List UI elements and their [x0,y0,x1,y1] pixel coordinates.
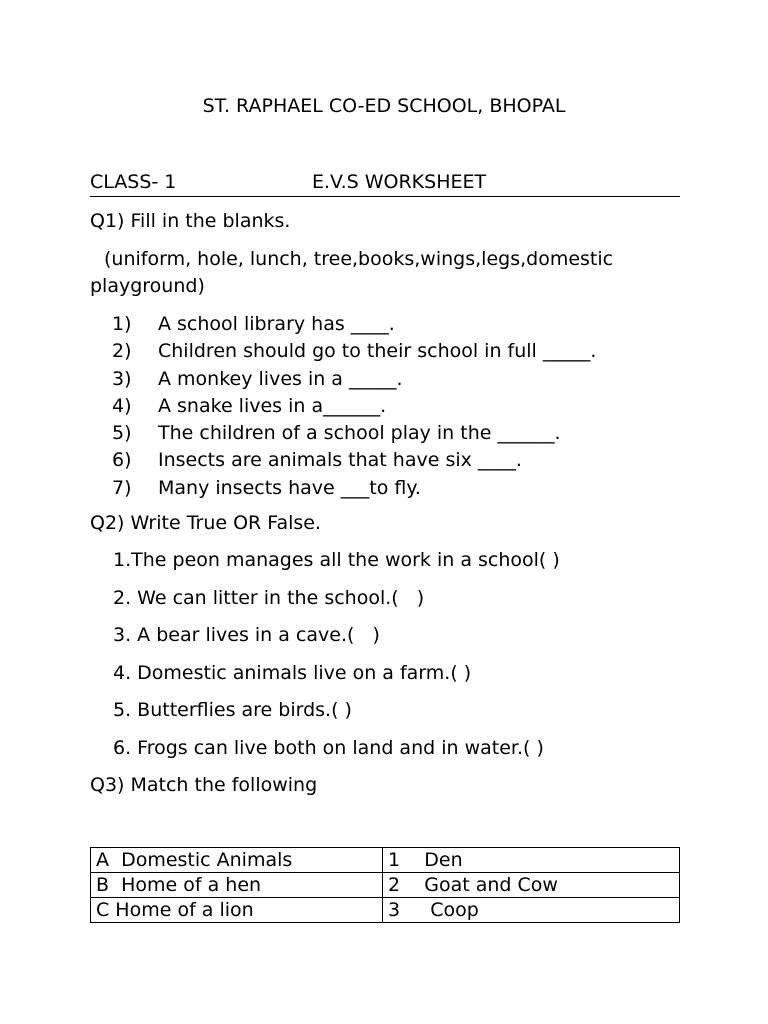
list-item: 3. A bear lives in a cave.( ) [113,624,380,646]
match-table [90,847,680,923]
match-right-cell: 3 Coop [383,898,680,923]
item-text: A school library has ____. [158,313,395,335]
list-item [112,393,596,420]
list-item: 4. Domestic animals live on a farm.( ) [113,661,472,684]
table-row [91,848,680,873]
item-text: A snake lives in a______. [158,394,387,417]
list-item: 6. Frogs can live both on land and in water.( ) [113,736,544,759]
table-row [91,873,680,898]
item-number: 7) [112,476,132,499]
list-item [112,475,596,502]
list-item [112,311,596,338]
item-text: Children should go to their school in full _____. [158,340,597,363]
class-label: CLASS- 1 [90,171,177,193]
item-text: Many insects have ___to fly. [158,476,421,499]
q2-heading: Q2) Write True OR False. [90,512,322,534]
table-row [91,898,680,923]
school-name: ST. RAPHAEL CO-ED SCHOOL, BHOPAL [202,95,566,117]
match-right-cell: 2 Goat and Cow [383,873,680,898]
item-text: The children of a school play in the ______. [158,422,561,445]
list-item [112,447,596,474]
item-number: 1) [112,313,132,335]
word-bank-line-2: playground) [90,275,205,297]
item-number: 4) [112,394,132,417]
list-item [112,366,596,393]
match-left-cell: A Domestic Animals [91,848,383,873]
true-false-list [113,549,560,774]
item-number: 5) [112,422,132,445]
list-item: 1.The peon manages all the work in a school( ) [113,549,560,571]
match-left-cell: B Home of a hen [91,873,383,898]
match-left-cell: C Home of a lion [91,898,383,923]
q3-heading: Q3) Match the following [90,774,318,796]
match-right-cell: 1 Den [383,848,680,873]
item-text: A monkey lives in a _____. [158,367,403,390]
list-item [112,338,596,365]
item-text: Insects are animals that have six ____. [158,449,522,472]
q1-heading: Q1) Fill in the blanks. [90,210,291,232]
worksheet-title: E.V.S WORKSHEET [312,171,487,193]
header-divider [90,196,680,197]
list-item [112,420,596,447]
word-bank-line-1: (uniform, hole, lunch, tree,books,wings,legs,domestic [104,248,614,270]
list-item: 2. We can litter in the school.( ) [113,586,425,609]
fill-blanks-list [112,311,596,502]
item-number: 3) [112,367,132,390]
item-number: 6) [112,449,132,472]
item-number: 2) [112,340,132,363]
list-item: 5. Butterflies are birds.( ) [113,699,352,721]
